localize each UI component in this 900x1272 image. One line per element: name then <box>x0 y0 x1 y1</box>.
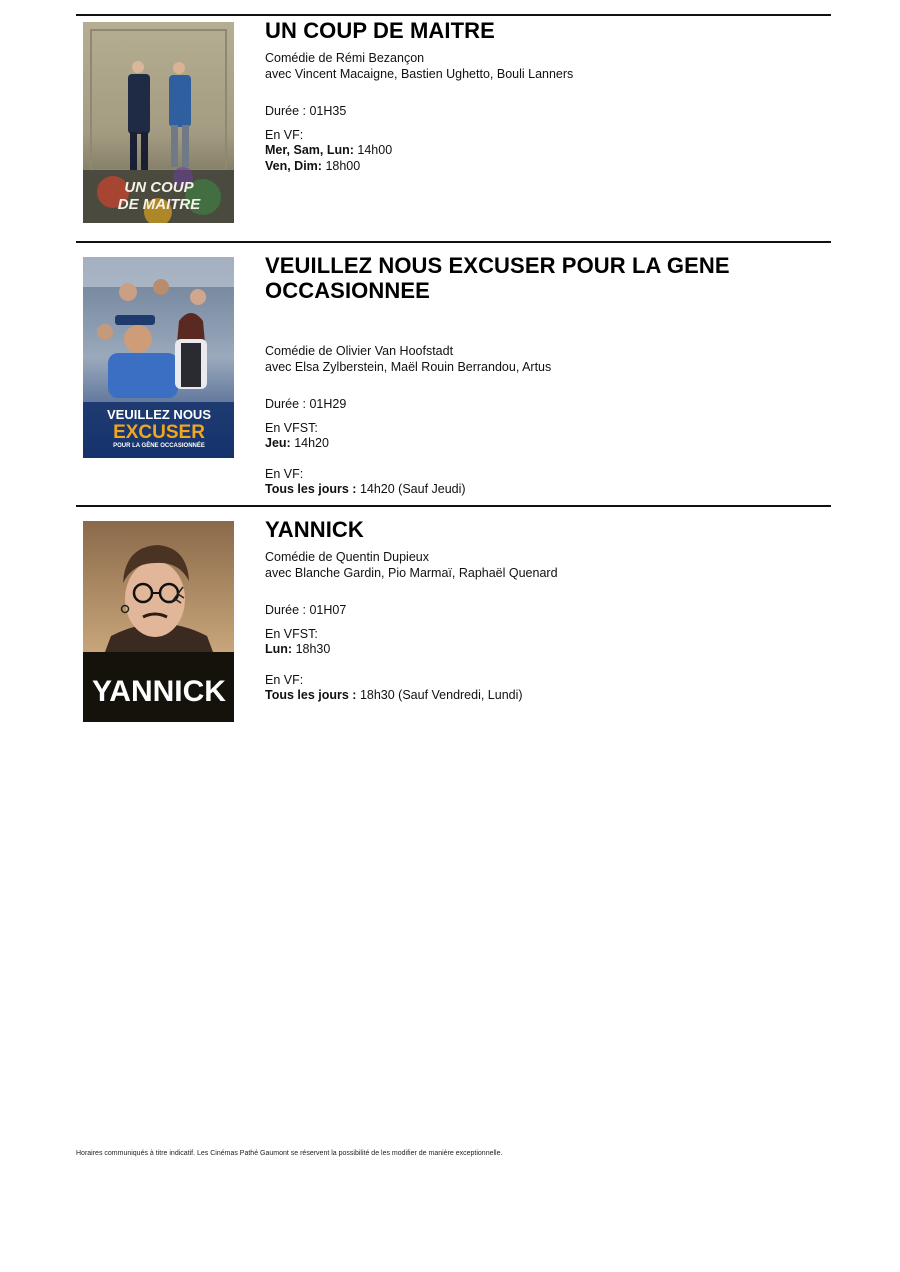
schedule-days: Ven, Dim: <box>265 158 322 173</box>
schedule-days: Tous les jours : <box>265 482 357 496</box>
genre-director: Comédie de Olivier Van Hoofstadt <box>265 344 454 358</box>
movie-poster <box>83 257 234 458</box>
genre-director: Comédie de Rémi Bezançon <box>265 51 425 65</box>
movie-info <box>265 517 825 704</box>
footer-disclaimer: Horaires communiqués à titre indicatif. Les Cinémas Pathé Gaumont se réservent la possibilité de les modifier de manière exceptionnelle. <box>76 1150 503 1157</box>
movie-title: YANNICK <box>265 517 364 542</box>
schedule-line <box>265 143 825 159</box>
poster-title-text: POUR LA GÊNE OCCASIONNÉE <box>113 443 205 449</box>
cast-list: avec Blanche Gardin, Pio Marmaï, Raphaël Quenard <box>265 565 558 580</box>
poster-title-text: EXCUSER <box>113 422 205 443</box>
movie-poster <box>83 521 234 722</box>
schedule-line <box>265 482 825 498</box>
schedule-line <box>265 642 825 658</box>
schedule-times: 14h20 <box>294 436 329 450</box>
genre-director: Comédie de Quentin Dupieux <box>265 550 429 564</box>
movie-title: VEUILLEZ NOUS EXCUSER POUR LA GENE OCCASIONNEE <box>265 253 730 303</box>
duration: Durée : 01H35 <box>265 104 347 118</box>
poster-title-text: VEUILLEZ NOUS <box>106 407 212 422</box>
poster-title-text: DE MAITRE <box>117 196 201 213</box>
movie-info <box>265 18 825 174</box>
cast-list: avec Elsa Zylberstein, Maël Rouin Berrandou, Artus <box>265 359 552 374</box>
movie-title: UN COUP DE MAITRE <box>265 18 495 43</box>
duration: Durée : 01H29 <box>265 397 347 411</box>
version-label: En VFST: <box>265 420 318 435</box>
schedule-days: Lun: <box>265 642 293 656</box>
poster-image <box>83 521 234 722</box>
version-label: En VFST: <box>265 626 318 641</box>
schedule-line <box>265 436 825 452</box>
version-label: En VF: <box>265 127 304 142</box>
schedule-line <box>265 159 825 175</box>
movie-listing <box>76 507 831 727</box>
movie-poster <box>83 22 234 223</box>
poster-title-text: UN COUP <box>124 179 194 196</box>
schedule-days: Tous les jours : <box>265 688 357 702</box>
version-label: En VF: <box>265 672 304 687</box>
schedule-days: Mer, Sam, Lun: <box>265 143 354 157</box>
schedule-times: 14h20 (Sauf Jeudi) <box>359 482 466 496</box>
schedule-times: 18h00 <box>325 158 361 173</box>
version-label: En VF: <box>265 466 304 481</box>
schedule-days: Jeu: <box>265 436 291 450</box>
poster-title-text: YANNICK <box>92 675 226 708</box>
schedule-times: 18h30 (Sauf Vendredi, Lundi) <box>359 688 523 702</box>
schedule-times: 18h30 <box>295 642 331 656</box>
movie-info <box>265 253 825 498</box>
schedule-line <box>265 688 825 704</box>
poster-image <box>83 257 234 458</box>
poster-image <box>83 22 234 223</box>
duration: Durée : 01H07 <box>265 603 347 617</box>
schedule-times: 14h00 <box>357 143 393 157</box>
movie-listing <box>76 16 831 241</box>
cast-list: avec Vincent Macaigne, Bastien Ughetto, Bouli Lanners <box>265 66 574 81</box>
movie-listing <box>76 243 831 505</box>
